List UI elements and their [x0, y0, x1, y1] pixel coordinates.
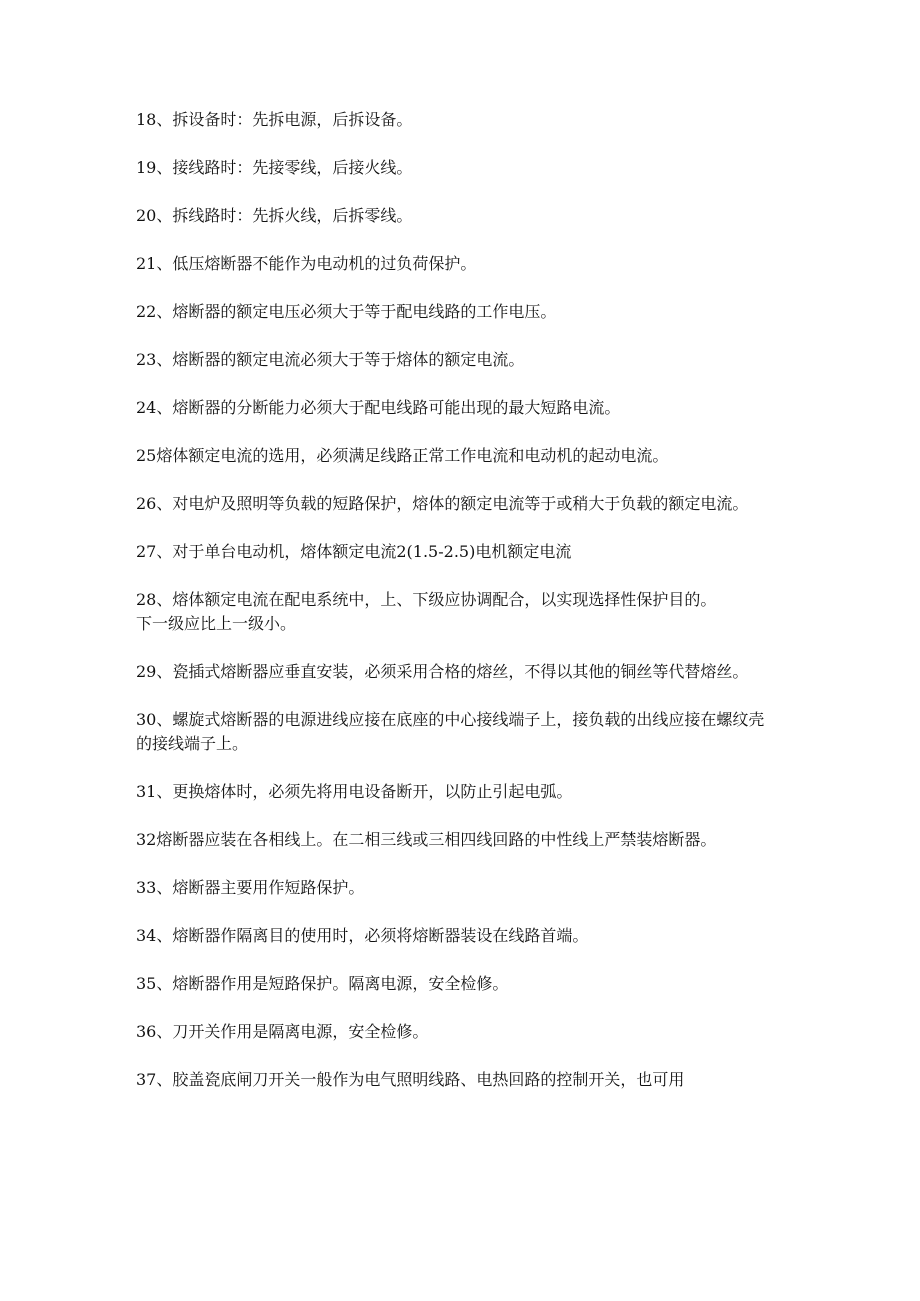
- paragraph-32: 32熔断器应装在各相线上。在二相三线或三相四线回路的中性线上严禁装熔断器。: [136, 830, 717, 849]
- paragraph-34: 34、熔断器作隔离目的使用时，必须将熔断器装设在线路首端。: [136, 926, 589, 945]
- paragraph-31: 31、更换熔体时，必须先将用电设备断开，以防止引起电弧。: [136, 782, 573, 801]
- paragraph-35: 35、熔断器作用是短路保护。隔离电源，安全检修。: [136, 974, 509, 993]
- paragraph-20: 20、拆线路时：先拆火线，后拆零线。: [136, 206, 413, 225]
- paragraph-33: 33、熔断器主要用作短路保护。: [136, 878, 365, 897]
- paragraph-24: 24、熔断器的分断能力必须大于配电线路可能出现的最大短路电流。: [136, 398, 621, 417]
- paragraph-28: 28、熔体额定电流在配电系统中，上、下级应协调配合，以实现选择性保护目的。 下一级应比上一级小。: [136, 590, 717, 633]
- paragraph-22: 22、熔断器的额定电压必须大于等于配电线路的工作电压。: [136, 302, 557, 321]
- paragraph-23: 23、熔断器的额定电流必须大于等于熔体的额定电流。: [136, 350, 525, 369]
- document-page: [136, 108, 776, 1116]
- paragraph-30: 30、螺旋式熔断器的电源进线应接在底座的中心接线端子上，接负载的出线应接在螺纹壳的接线端子上。: [136, 710, 765, 753]
- paragraph-29: 29、瓷插式熔断器应垂直安装，必须采用合格的熔丝，不得以其他的铜丝等代替熔丝。: [136, 662, 749, 681]
- paragraph-21: 21、低压熔断器不能作为电动机的过负荷保护。: [136, 254, 477, 273]
- paragraph-18: 18、拆设备时：先拆电源，后拆设备。: [136, 110, 413, 129]
- paragraph-36: 36、刀开关作用是隔离电源，安全检修。: [136, 1022, 429, 1041]
- paragraph-26: 26、对电炉及照明等负载的短路保护，熔体的额定电流等于或稍大于负载的额定电流。: [136, 494, 749, 513]
- paragraph-25: 25熔体额定电流的选用，必须满足线路正常工作电流和电动机的起动电流。: [136, 446, 669, 465]
- paragraph-27: 27、对于单台电动机，熔体额定电流2(1.5-2.5)电机额定电流: [136, 542, 572, 561]
- paragraph-19: 19、接线路时：先接零线，后接火线。: [136, 158, 413, 177]
- paragraph-37: 37、胶盖瓷底闸刀开关一般作为电气照明线路、电热回路的控制开关，也可用: [136, 1070, 685, 1089]
